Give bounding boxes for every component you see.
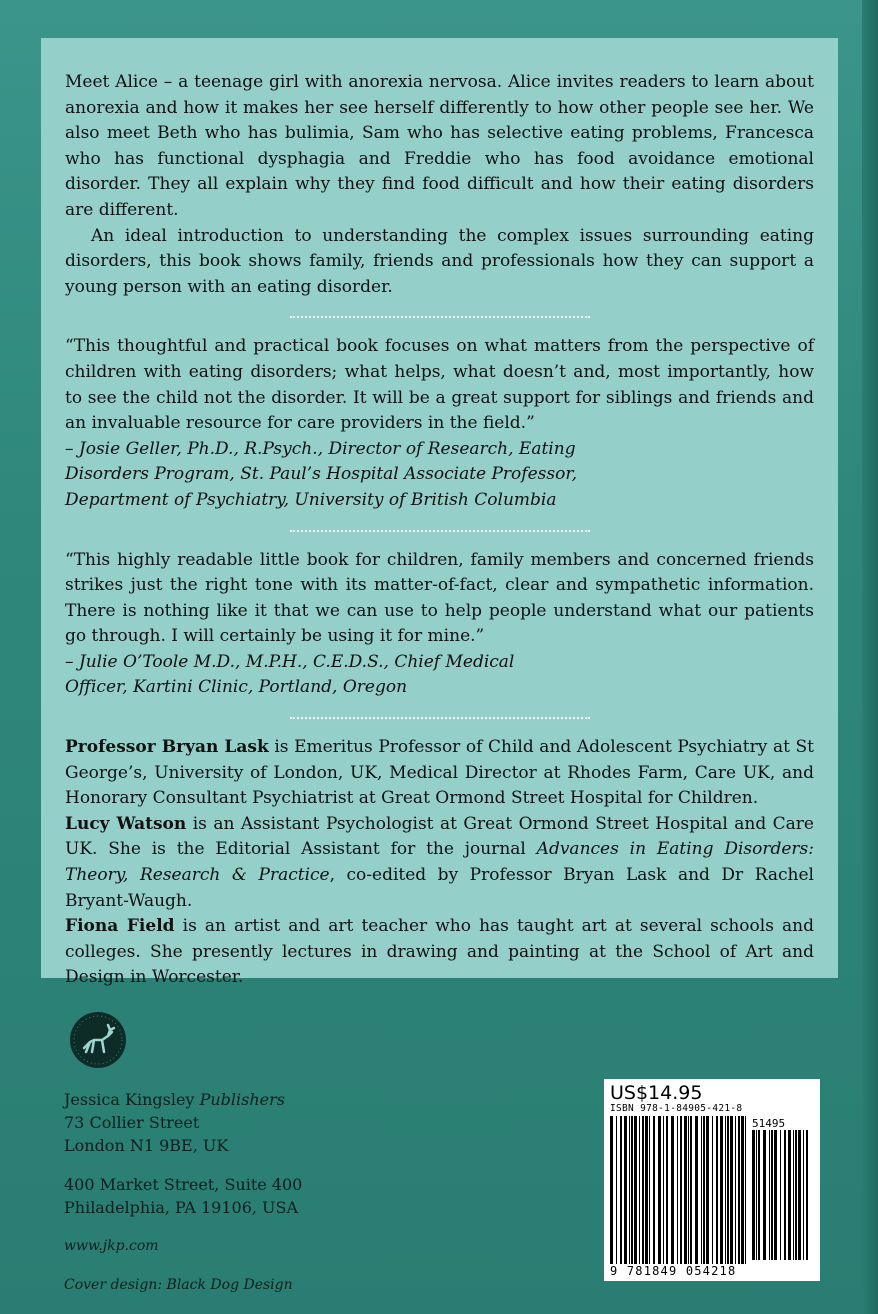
publisher-name-text: Jessica Kingsley xyxy=(64,1090,195,1109)
author-bio-watson xyxy=(65,812,814,914)
author-name-field: Fiona Field xyxy=(65,916,175,937)
author-bio-lask-text: is Emeritus Professor of Child and Adolescent Psychiatry at St George’s, University of London, UK, Medical Director at Rhodes Farm, Care UK, and Honorary Consultant Psychiatrist at Great Ormond Street Hospital for Children. xyxy=(65,737,814,809)
ean-digits: 9 781849 054218 xyxy=(610,1264,737,1278)
publisher-address-3: 400 Market Street, Suite 400 xyxy=(64,1175,303,1194)
publisher-address-2: London N1 9BE, UK xyxy=(64,1136,229,1155)
cover-design-credit: Cover design: Black Dog Design xyxy=(64,1277,293,1293)
journal-title: Advances in Eating Disorders: Theory, Research & Practice xyxy=(65,839,814,886)
publisher-name-suffix: Publishers xyxy=(199,1090,285,1109)
description-paragraph-2: An ideal introduction to understanding the complex issues surrounding eating disorders, this book shows family, friends and professionals how they can support a young person with an eating disorder. xyxy=(65,225,814,297)
author-bio-watson-text: is an Assistant Psychologist at Great Ormond Street Hospital and Care UK. She is the Editorial Assistant for the journal xyxy=(65,813,814,860)
publisher-deer-logo-icon xyxy=(68,1010,128,1070)
author-bio-field-text: is an artist and art teacher who has taught art at several schools and colleges. She presently lectures in drawing and painting at the School of Art and Design in Worcester. xyxy=(65,916,814,988)
author-name-watson: Lucy Watson xyxy=(65,813,187,834)
ean-barcode xyxy=(610,1116,748,1264)
addon-barcode xyxy=(752,1130,810,1260)
quote-1-text: “This thoughtful and practical book focuses on what matters from the perspective of children with eating disorders; what helps, what doesn’t and, most importantly, how to see the child not the disorder. It will be a great support for siblings and friends and an invaluable resource for care providers in the field.” xyxy=(65,336,814,434)
author-bio-lask xyxy=(65,735,814,812)
publisher-address-1: 73 Collier Street xyxy=(64,1113,200,1132)
dotted-separator xyxy=(290,530,590,532)
isbn-text: ISBN 978-1-84905-421-8 xyxy=(610,1103,743,1114)
barcode-label xyxy=(604,1079,820,1281)
blurb-panel xyxy=(41,38,838,988)
description-paragraph-1: Meet Alice – a teenage girl with anorexia nervosa. Alice invites readers to learn about anorexia and how it makes her see herself differently to how other people see her. We also meet Beth who has bulimia, Sam who has selective eating problems, Francesca who has functional dysphagia and Freddie who has food avoidance emotional disorder. They all explain why they find food difficult and how their eating disorders are different. xyxy=(65,72,814,220)
quote-2-attribution-line-2: Officer, Kartini Clinic, Portland, Oregon xyxy=(65,677,408,698)
publisher-block xyxy=(64,1010,302,1297)
dotted-separator xyxy=(290,316,590,318)
publisher-address-4: Philadelphia, PA 19106, USA xyxy=(64,1198,299,1217)
quote-1-attribution-line-3: Department of Psychiatry, University of British Columbia xyxy=(65,489,557,510)
publisher-website: www.jkp.com xyxy=(64,1238,159,1254)
spine-edge xyxy=(862,0,878,1314)
quote-1-attribution-line-2: Disorders Program, St. Paul’s Hospital Associate Professor, xyxy=(65,464,577,485)
dotted-separator xyxy=(290,717,590,719)
quote-2-attribution-line-1: – Julie O’Toole M.D., M.P.H., C.E.D.S., Chief Medical xyxy=(65,651,515,672)
author-bio-field xyxy=(65,914,814,991)
addon-digits: 51495 xyxy=(752,1117,786,1130)
price: US$14.95 xyxy=(610,1082,703,1104)
publisher-name xyxy=(64,1088,302,1111)
author-bio-watson-text-end: , co-edited by Professor Bryan Lask and Dr Rachel Bryant-Waugh. xyxy=(65,865,814,911)
author-name-lask: Professor Bryan Lask xyxy=(65,737,269,758)
quote-2-text: “This highly readable little book for children, family members and concerned friends strikes just the right tone with its matter-of-fact, clear and sympathetic information. There is nothing like it that we can use to help people understand what our patients go through. I will certainly be using it for mine.” xyxy=(65,549,814,647)
quote-1-attribution-line-1: – Josie Geller, Ph.D., R.Psych., Director of Research, Eating xyxy=(65,438,576,459)
